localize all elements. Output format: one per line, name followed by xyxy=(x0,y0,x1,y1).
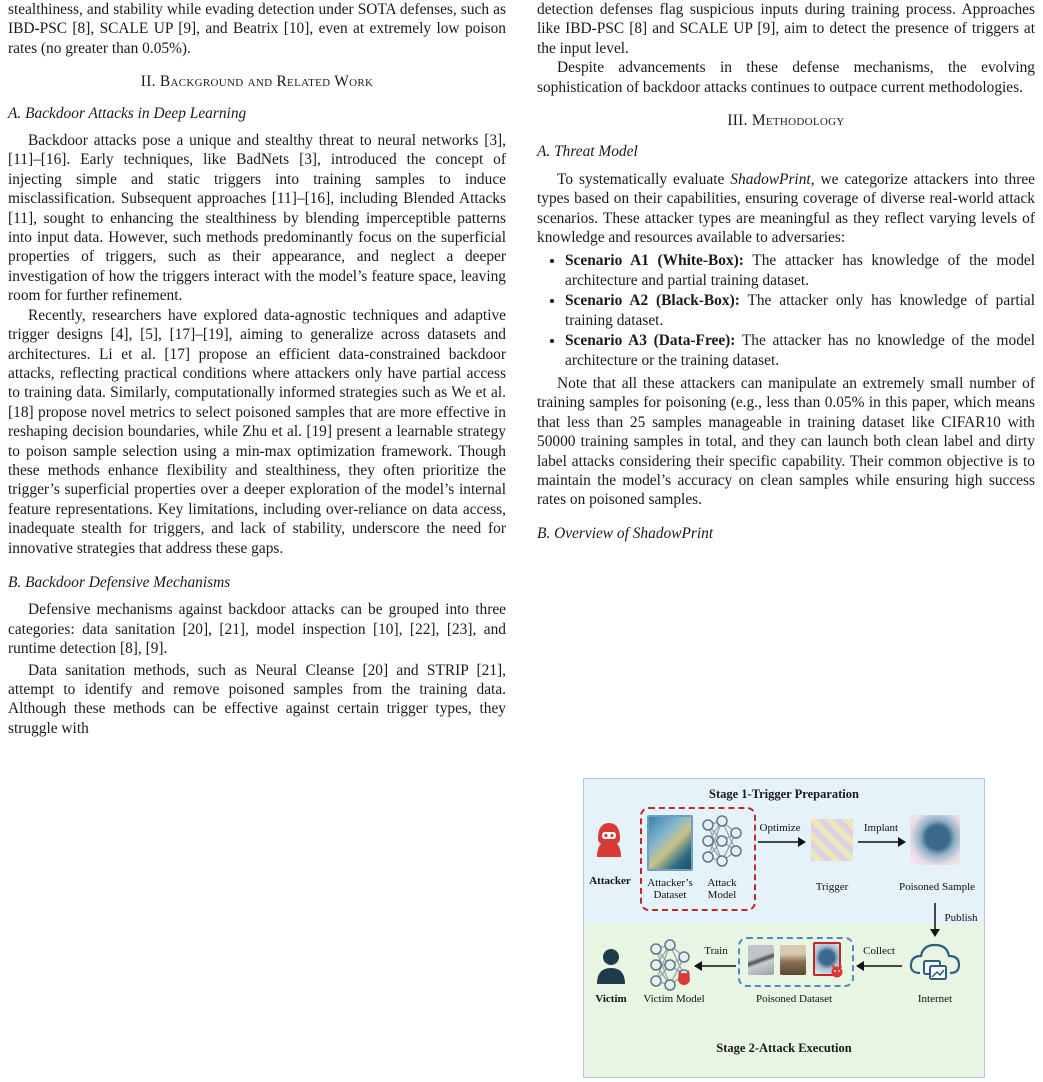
train-arrow-icon xyxy=(694,961,736,971)
implant-label: Implant xyxy=(863,822,899,834)
scenario-item xyxy=(565,291,1035,330)
poisoned-sample-label: Poisoned Sample xyxy=(898,881,976,893)
attack-model-icon xyxy=(700,815,744,867)
scenario-list xyxy=(537,251,1035,369)
subsection-3b-heading: B. Overview of ShadowPrint xyxy=(537,524,714,542)
paragraph-3a-2: Note that all these attackers can manipulate an extremely small number of training samples for poisoning (e.g., less than 0.05% in this paper, which means that less than 25 samples manageable in training dataset like CIFAR10 with 50000 training samples in total, and they can launch both clean label and dirty label attacks considering their specific capability. Their common objective is to maintain the model’s accuracy on clean samples while ensuring high success rates on poisoned samples. xyxy=(537,374,1035,509)
paragraph-2a-1: Backdoor attacks pose a unique and stealthy threat to neural networks [3], [11]–[16]. Early techniques, like BadNets [3], introduced the concept of injecting simple and static triggers into training samples to induce misclassification. Subsequent approaches [11]–[16], including Blended Attacks [11], sought to enhancing the stealthiness by blending imperceptible patterns into input data. However, such methods predominantly focus on the superficial properties of triggers, such as their appearance, and neglect a deeper investigation of how the triggers interact with the model’s feature space, leaving room for further refinement. xyxy=(8,132,506,305)
dataset-image-1 xyxy=(748,945,774,975)
poisoned-sample-thumbnail xyxy=(910,815,960,865)
optimize-arrow-icon xyxy=(758,837,806,847)
attacker-icon xyxy=(591,819,627,859)
dataset-image-2 xyxy=(780,945,806,975)
right-top-paragraph-2: Despite advancements in these defense mechanisms, the evolving sophistication of backdoor attacks continues to outpace current methodologies. xyxy=(537,59,1035,96)
scenario-text: The attacker only has knowledge of partial training dataset. xyxy=(565,292,1035,329)
collect-label: Collect xyxy=(863,945,895,957)
shadowprint-name: ShadowPrint xyxy=(730,170,811,188)
stage-1-title: Stage 1-Trigger Preparation xyxy=(709,787,859,801)
scenario-text: The attacker has knowledge of the model architecture and partial training dataset. xyxy=(565,252,1035,289)
internet-cloud-icon xyxy=(908,939,962,983)
scenario-label: Scenario A2 (Black-Box): xyxy=(565,292,740,310)
trigger-label: Trigger xyxy=(815,881,849,893)
paragraph-2a-2: Recently, researchers have explored data-agnostic techniques and adaptive trigger designs [4], [5], [17]–[19], aiming to generalize across datasets and architectures. Li et al. [17] propose an efficient data-constrained backdoor attacks, reflecting practical conditions where attackers only have partial access to training data. Similarly, computationally informed strategies such as We et al. [18] propose novel metrics to select poisoned samples that are more effective in reshaping decision boundaries, while Zhu et al. [19] present a learnable strategy to poison sample selection using a min-max optimization framework. Though these methods enhance flexibility and stealthiness, they often prioritize the trigger’s superficial properties over a deeper exploration of the model’s internal feature representations. Key limitations, including over-reliance on data access, inadequate stealth for triggers, and lack of stability, underscore the need for innovative strategies that address these gaps. xyxy=(8,306,506,557)
devil-icon xyxy=(830,964,844,978)
trigger-thumbnail xyxy=(811,819,853,861)
intro-tail-paragraph: stealthiness, and stability while evading detection under SOTA defenses, such as IBD-PSC [8], SCALE UP [9], and Beatrix [10], even at extremely low poison rates (no greater than 0.05%). xyxy=(8,1,506,57)
attack-model-label: Attack Model xyxy=(707,877,737,901)
paragraph-3a-1-pre: To systematically evaluate xyxy=(557,170,731,188)
paragraph-2b-2: Data sanitation methods, such as Neural Cleanse [20] and STRIP [21], attempt to identify and remove poisoned samples from the training data. Although these methods can be effective against certain trigger types, they struggle with xyxy=(8,661,506,737)
section-2-heading: II. Background and Related Work xyxy=(140,73,374,91)
dataset-thumbnail xyxy=(647,815,693,871)
section-3-heading: III. Methodology xyxy=(727,112,845,130)
victim-model-label: Victim Model xyxy=(643,993,705,1005)
collect-arrow-icon xyxy=(856,961,902,971)
paragraph-3a-1-post: , we categorize attackers into three types based on their capabilities, ensuring coverage of diverse real-world attack scenarios. These attacker types are meaningful as they reflect varying levels of knowledge and resources available to adversaries: xyxy=(537,170,1035,247)
right-column xyxy=(537,0,1035,551)
victim-label: Victim xyxy=(595,993,627,1005)
publish-arrow-icon xyxy=(930,903,940,937)
shadowprint-overview-figure xyxy=(583,778,985,1078)
scenario-item xyxy=(565,251,1035,290)
paragraph-2b-1: Defensive mechanisms against backdoor attacks can be grouped into three categories: data sanitation [20], [21], model inspection [10], [22], [23], and runtime detection [8], [9]. xyxy=(8,601,506,658)
poisoned-dataset-label: Poisoned Dataset xyxy=(755,993,833,1005)
implant-arrow-icon xyxy=(858,837,906,847)
optimize-label: Optimize xyxy=(759,822,801,834)
paragraph-3a-1 xyxy=(537,170,1035,248)
stage-2-title: Stage 2-Attack Execution xyxy=(716,1041,852,1055)
victim-icon xyxy=(594,947,628,985)
subsection-3a-heading: A. Threat Model xyxy=(537,143,638,161)
publish-label: Publish xyxy=(944,912,978,924)
attacker-label: Attacker xyxy=(589,875,631,887)
scenario-label: Scenario A1 (White-Box): xyxy=(565,252,744,270)
train-label: Train xyxy=(704,945,728,957)
right-top-paragraph-1: detection defenses flag suspicious inputs during training process. Approaches like IBD-PSC [8] and SCALE UP [9], aim to detect the presence of triggers at the input level. xyxy=(537,1,1035,57)
scenario-label: Scenario A3 (Data-Free): xyxy=(565,332,736,350)
subsection-2b-heading: B. Backdoor Defensive Mechanisms xyxy=(8,573,231,591)
victim-model-icon xyxy=(648,939,692,991)
scenario-text: The attacker has no knowledge of the model architecture or the training dataset. xyxy=(565,332,1036,369)
attackers-dataset-label: Attacker’s Dataset xyxy=(647,877,693,901)
scenario-item xyxy=(565,331,1035,370)
internet-label: Internet xyxy=(917,993,953,1005)
subsection-2a-heading: A. Backdoor Attacks in Deep Learning xyxy=(8,104,247,122)
left-column xyxy=(8,0,506,738)
